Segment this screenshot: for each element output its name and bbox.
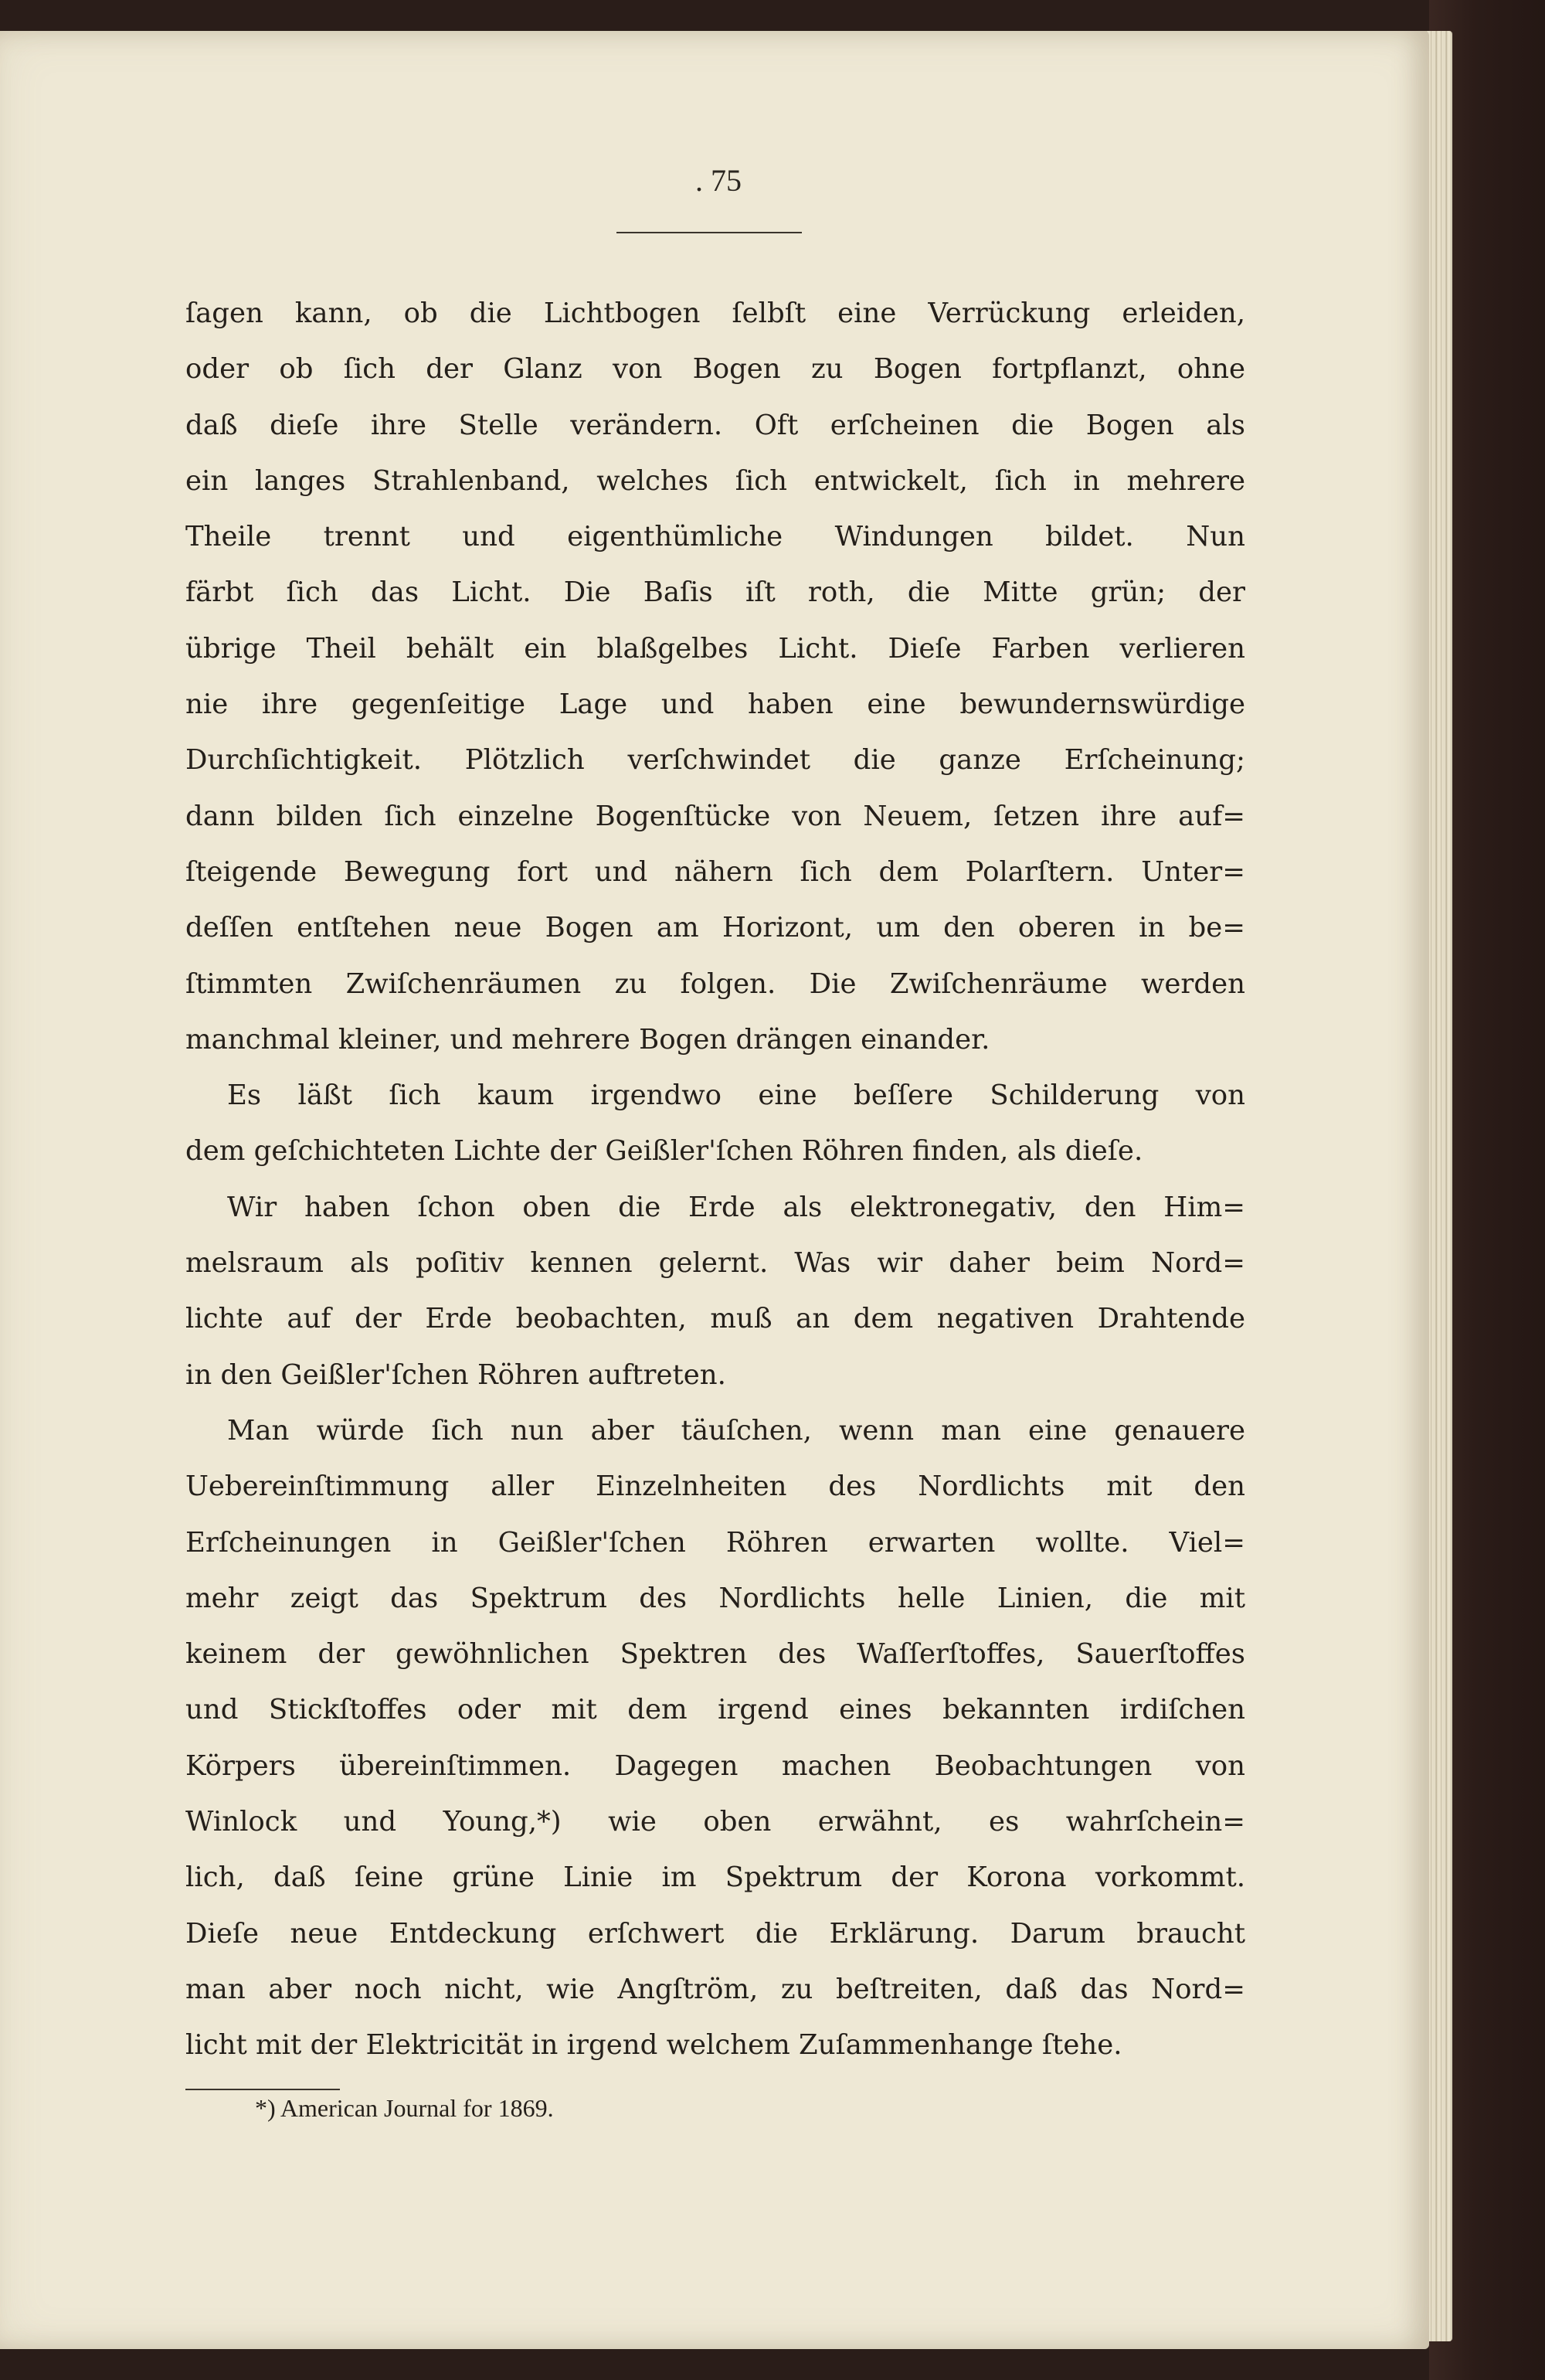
header-rule [616,232,802,233]
text-line: Es läßt ſich kaum irgendwo eine beſſere Schilderung von [227,1080,1245,1112]
text-line: lich, daß ſeine grüne Linie im Spektrum der Korona vorkommt. [185,1862,1245,1894]
text-line: melsraum als poſitiv kennen gelernt. Was wir daher beim Nord= [185,1247,1245,1280]
text-line: ſteigende Bewegung fort und nähern ſich dem Polarſtern. Unter= [185,855,1245,888]
page-number: . 75 [695,163,742,198]
text-line: färbt ſich das Licht. Die Baſis iſt roth, die Mitte grün; der [185,576,1245,609]
text-line: Wir haben ſchon oben die Erde als elektronegativ, den Him= [227,1191,1245,1223]
text-line: deſſen entſtehen neue Bogen am Horizont, um den oberen in be= [185,912,1245,944]
text-line: licht mit der Elektricität in irgend welchem Zuſammenhange ſtehe. [185,2029,1122,2062]
text-line: mehr zeigt das Spektrum des Nordlichts helle Linien, die mit [185,1582,1245,1614]
text-line: manchmal kleiner, und mehrere Bogen drängen einander. [185,1023,990,1056]
text-line: Durchſichtigkeit. Plötzlich verſchwindet die ganze Erſcheinung; [185,744,1245,777]
text-line: Uebereinſtimmung aller Einzelnheiten des Nordlichts mit den [185,1470,1245,1503]
text-line: Dieſe neue Entdeckung erſchwert die Erklärung. Darum braucht [185,1917,1245,1950]
text-line: ein langes Strahlenband, welches ſich entwickelt, ſich in mehrere [185,464,1245,497]
text-line: daß dieſe ihre Stelle verändern. Oft erſcheinen die Bogen als [185,409,1245,441]
text-line: keinem der gewöhnlichen Spektren des Waſſerſtoffes, Sauerſtoffes [185,1638,1245,1671]
text-line: ſtimmten Zwiſchenräumen zu folgen. Die Zwiſchenräume werden [185,967,1245,1000]
text-line: nie ihre gegenſeitige Lage und haben eine bewundernswürdige [185,688,1245,721]
text-line: lichte auf der Erde beobachten, muß an dem negativen Drahtende [185,1303,1245,1335]
text-line: Erſcheinungen in Geißler'ſchen Röhren erwarten wollte. Viel= [185,1526,1245,1559]
footnote: *) American Journal for 1869. [255,2094,554,2122]
text-line: übrige Theil behält ein blaßgelbes Licht. Dieſe Farben verlieren [185,632,1245,665]
footnote-rule [185,2089,340,2090]
text-line: Winlock und Young,*) wie oben erwähnt, es wahrſchein= [185,1806,1245,1838]
text-line: oder ob ſich der Glanz von Bogen zu Bogen fortpflanzt, ohne [185,353,1245,386]
text-line: ſagen kann, ob die Lichtbogen ſelbſt eine Verrückung erleiden, [185,298,1245,329]
text-line: und Stickſtoffes oder mit dem irgend eines bekannten irdiſchen [185,1694,1245,1726]
text-line: Körpers übereinſtimmen. Dagegen machen Beobachtungen von [185,1749,1245,1782]
text-line: dem geſchichteten Lichte der Geißler'ſchen Röhren finden, als dieſe. [185,1135,1143,1168]
text-line: man aber noch nicht, wie Angſtröm, zu beſtreiten, daß das Nord= [185,1973,1245,2005]
text-line: Man würde ſich nun aber täuſchen, wenn man eine genauere [227,1414,1245,1447]
text-line: Theile trennt und eigenthümliche Windungen bildet. Nun [185,521,1245,553]
text-line: in den Geißler'ſchen Röhren auftreten. [185,1358,726,1391]
text-line: dann bilden ſich einzelne Bogenſtücke von Neuem, ſetzen ihre auf= [185,800,1245,832]
body-text [185,286,1245,2074]
